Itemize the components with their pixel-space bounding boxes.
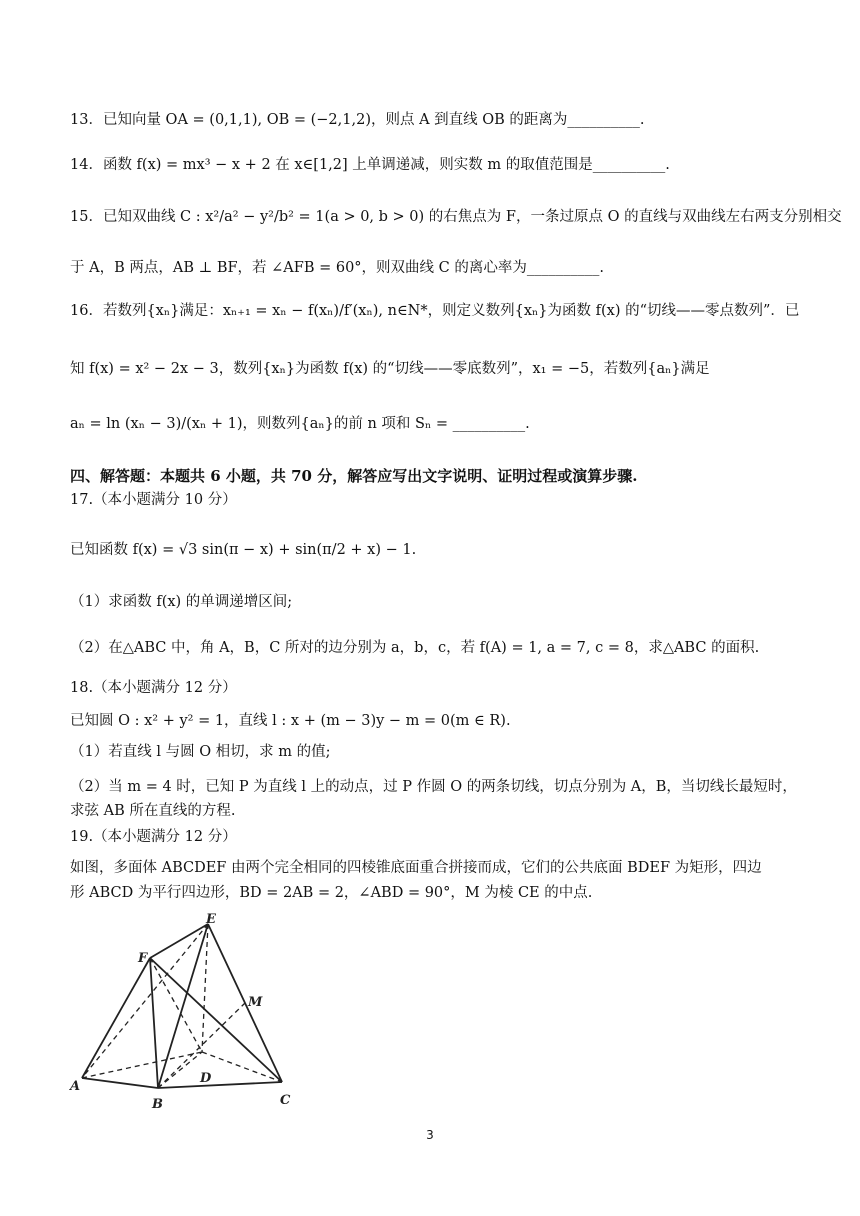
q18-part1: （1）若直线 l 与圆 O 相切，求 m 的值; — [70, 744, 331, 760]
edge-AB — [82, 1078, 158, 1088]
label-A: A — [70, 1079, 81, 1094]
q18-head: 18.（本小题满分 12 分） — [70, 680, 237, 696]
q18-part2a: （2）当 m = 4 时，已知 P 为直线 l 上的动点，过 P 作圆 O 的两条切线，切点分别为 A，B，当切线长最短时， — [70, 779, 797, 795]
polyhedron-figure — [60, 912, 320, 1122]
label-E: E — [206, 912, 216, 927]
edge-FB — [150, 958, 158, 1088]
q19-stem1: 如图，多面体 ABCDEF 由两个完全相同的四棱锥底面重合拼接而成，它们的公共底面 BDEF 为矩形，四边 — [70, 860, 762, 876]
question-13: 13．已知向量 OA = (0,1,1), OB = (−2,1,2)，则点 A 到直线 OB 的距离为__________. — [70, 112, 645, 128]
q18-part2b: 求弦 AB 所在直线的方程. — [70, 803, 236, 819]
edge-FC — [150, 958, 282, 1082]
question-16-line3: aₙ = ln (xₙ − 3)/(xₙ + 1)，则数列{aₙ}的前 n 项和 Sₙ = __________. — [70, 416, 530, 432]
label-M: M — [248, 995, 263, 1010]
edge-AD — [82, 1052, 202, 1078]
q17-head: 17.（本小题满分 10 分） — [70, 492, 237, 508]
q17-stem: 已知函数 f(x) = √3 sin(π − x) + sin(π/2 + x) − 1. — [70, 542, 417, 558]
label-C: C — [280, 1093, 291, 1108]
question-15-line1: 15．已知双曲线 C : x²/a² − y²/b² = 1(a > 0, b > 0) 的右焦点为 F，一条过原点 O 的直线与双曲线左右两支分别相交 — [70, 209, 842, 225]
edge-BC — [158, 1082, 282, 1088]
question-15-line2: 于 A，B 两点，AB ⊥ BF，若 ∠AFB = 60°，则双曲线 C 的离心率为__________. — [70, 260, 604, 276]
q17-part1: （1）求函数 f(x) 的单调递增区间; — [70, 594, 293, 610]
question-16-line2: 知 f(x) = x² − 2x − 3，数列{xₙ}为函数 f(x) 的“切线——零底数列”，x₁ = −5，若数列{aₙ}满足 — [70, 361, 710, 377]
page-number: 3 — [426, 1128, 434, 1142]
section-4-heading: 四、解答题：本题共 6 小题，共 70 分，解答应写出文字说明、证明过程或演算步骤. — [70, 467, 638, 485]
q19-head: 19.（本小题满分 12 分） — [70, 829, 237, 845]
label-B: B — [152, 1097, 163, 1112]
q19-stem2: 形 ABCD 为平行四边形，BD = 2AB = 2，∠ABD = 90°，M 为棱 CE 的中点. — [70, 885, 593, 901]
label-F: F — [138, 951, 148, 966]
label-D: D — [200, 1071, 212, 1086]
q17-part2: （2）在△ABC 中，角 A，B，C 所对的边分别为 a，b，c，若 f(A) = 1, a = 7, c = 8，求△ABC 的面积. — [70, 640, 760, 656]
question-14: 14．函数 f(x) = mx³ − x + 2 在 x∈[1,2] 上单调递减，则实数 m 的取值范围是__________. — [70, 157, 670, 173]
question-16-line1: 16．若数列{xₙ}满足：xₙ₊₁ = xₙ − f(xₙ)/f′(xₙ), n∈N*，则定义数列{xₙ}为函数 f(x) 的“切线——零点数列”．已 — [70, 303, 800, 319]
q18-stem: 已知圆 O : x² + y² = 1，直线 l : x + (m − 3)y − m = 0(m ∈ R). — [70, 713, 511, 729]
edge-FA — [82, 958, 150, 1078]
